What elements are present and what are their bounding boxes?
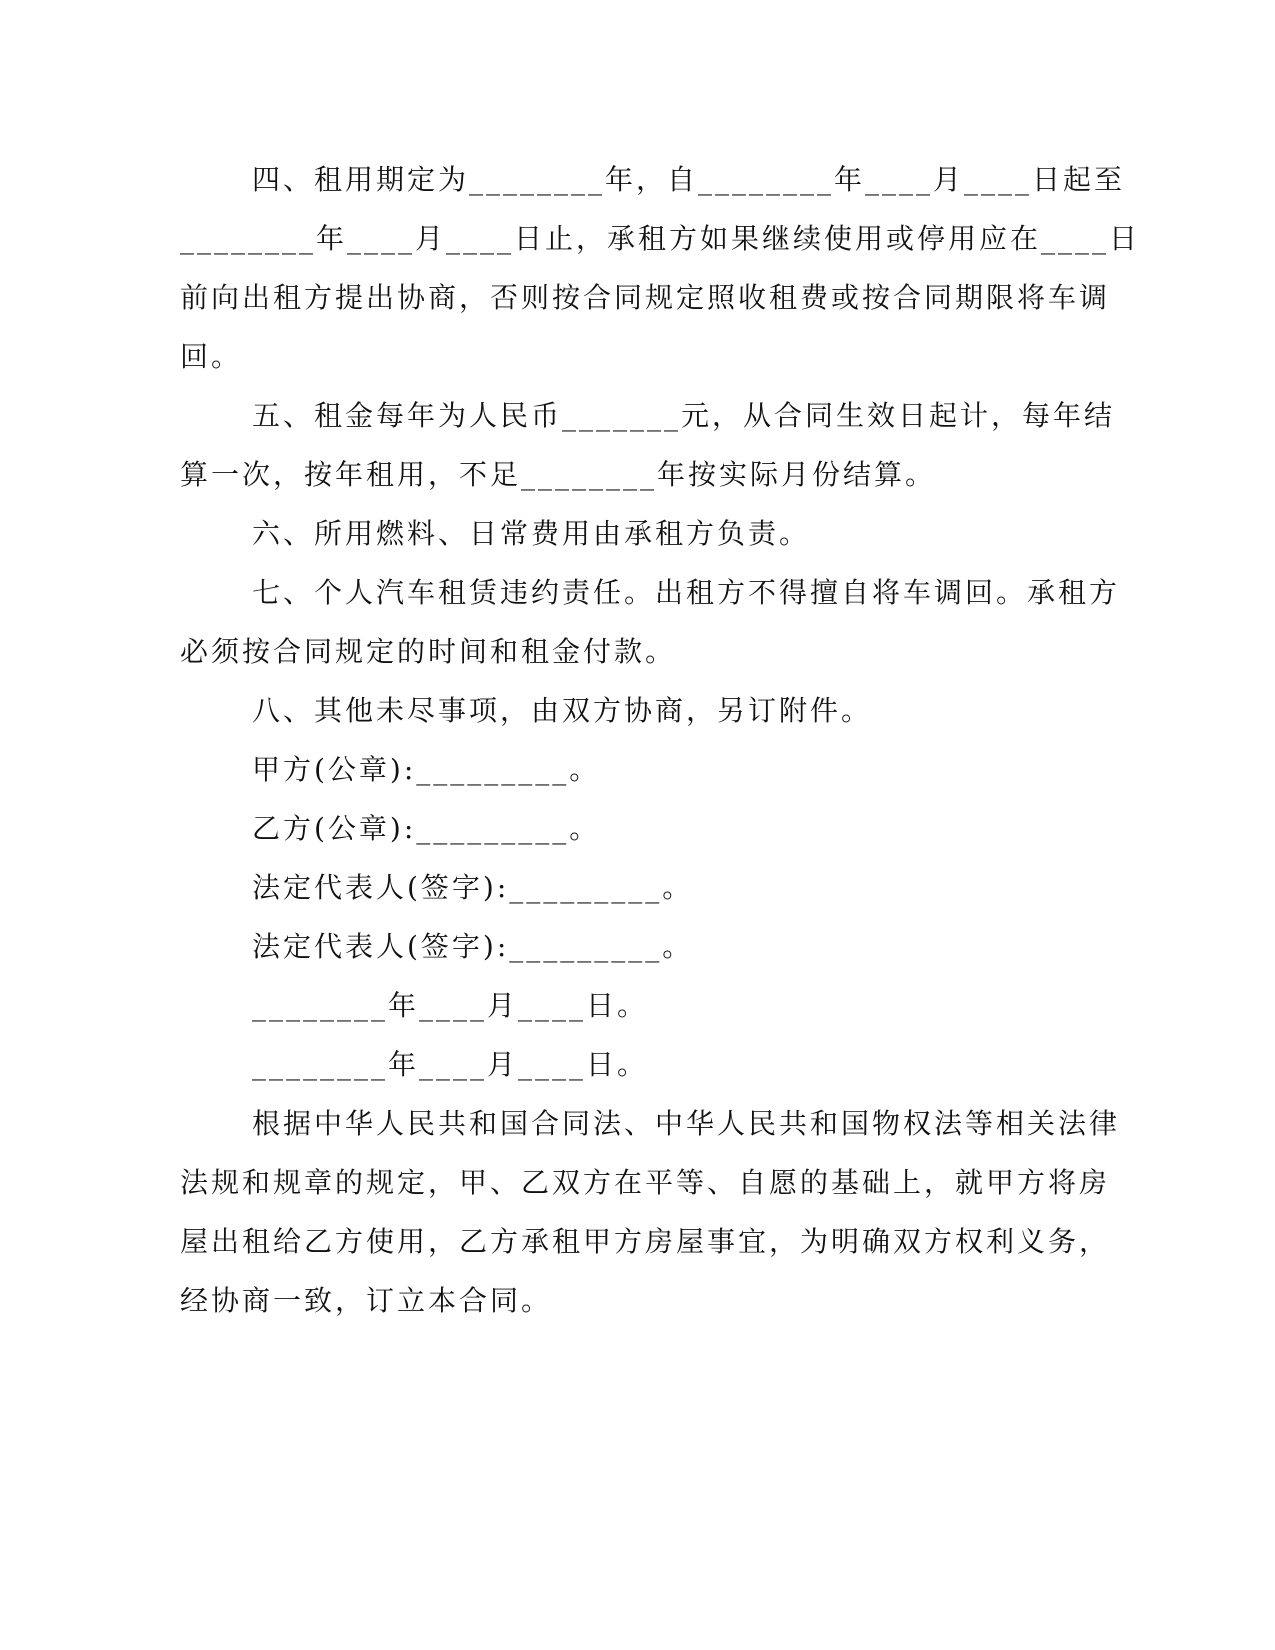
clause8-line: 八、其他未尽事项，由双方协商，另订附件。	[252, 694, 873, 727]
signature-date-1: ________年____月____日。	[252, 989, 649, 1022]
preamble-line-4: 经协商一致，订立本合同。	[180, 1284, 553, 1317]
clause4-line-1: 四、租用期定为________年，自________年____月____日起至	[252, 163, 1126, 196]
clause4-line-3: 前向出租方提出协商，否则按合同规定照收租费或按合同期限将车调	[180, 281, 1111, 314]
signature-date-2: ________年____月____日。	[252, 1048, 649, 1081]
clause5-line-1: 五、租金每年为人民币_______元，从合同生效日起计，每年结	[252, 399, 1116, 432]
signature-party-a: 甲方(公章):_________。	[252, 753, 601, 786]
clause6-line: 六、所用燃料、日常费用由承租方负责。	[252, 517, 811, 550]
clause7-line-2: 必须按合同规定的时间和租金付款。	[180, 635, 677, 668]
clause5-line-2: 算一次，按年租用，不足________年按实际月份结算。	[180, 458, 937, 491]
clause4-line-2: ________年____月____日止，承租方如果继续使用或停用应在____日	[180, 222, 1141, 255]
preamble-line-2: 法规和规章的规定，甲、乙双方在平等、自愿的基础上，就甲方将房	[180, 1166, 1111, 1199]
signature-rep-1: 法定代表人(签字):_________。	[252, 871, 694, 904]
preamble-line-1: 根据中华人民共和国合同法、中华人民共和国物权法等相关法律	[252, 1107, 1121, 1140]
signature-rep-2: 法定代表人(签字):_________。	[252, 930, 694, 963]
clause7-line-1: 七、个人汽车租赁违约责任。出租方不得擅自将车调回。承租方	[252, 576, 1121, 609]
preamble-line-3: 屋出租给乙方使用，乙方承租甲方房屋事宜，为明确双方权利义务，	[180, 1225, 1111, 1258]
clause4-line-4: 回。	[180, 340, 243, 373]
signature-party-b: 乙方(公章):_________。	[252, 812, 601, 845]
